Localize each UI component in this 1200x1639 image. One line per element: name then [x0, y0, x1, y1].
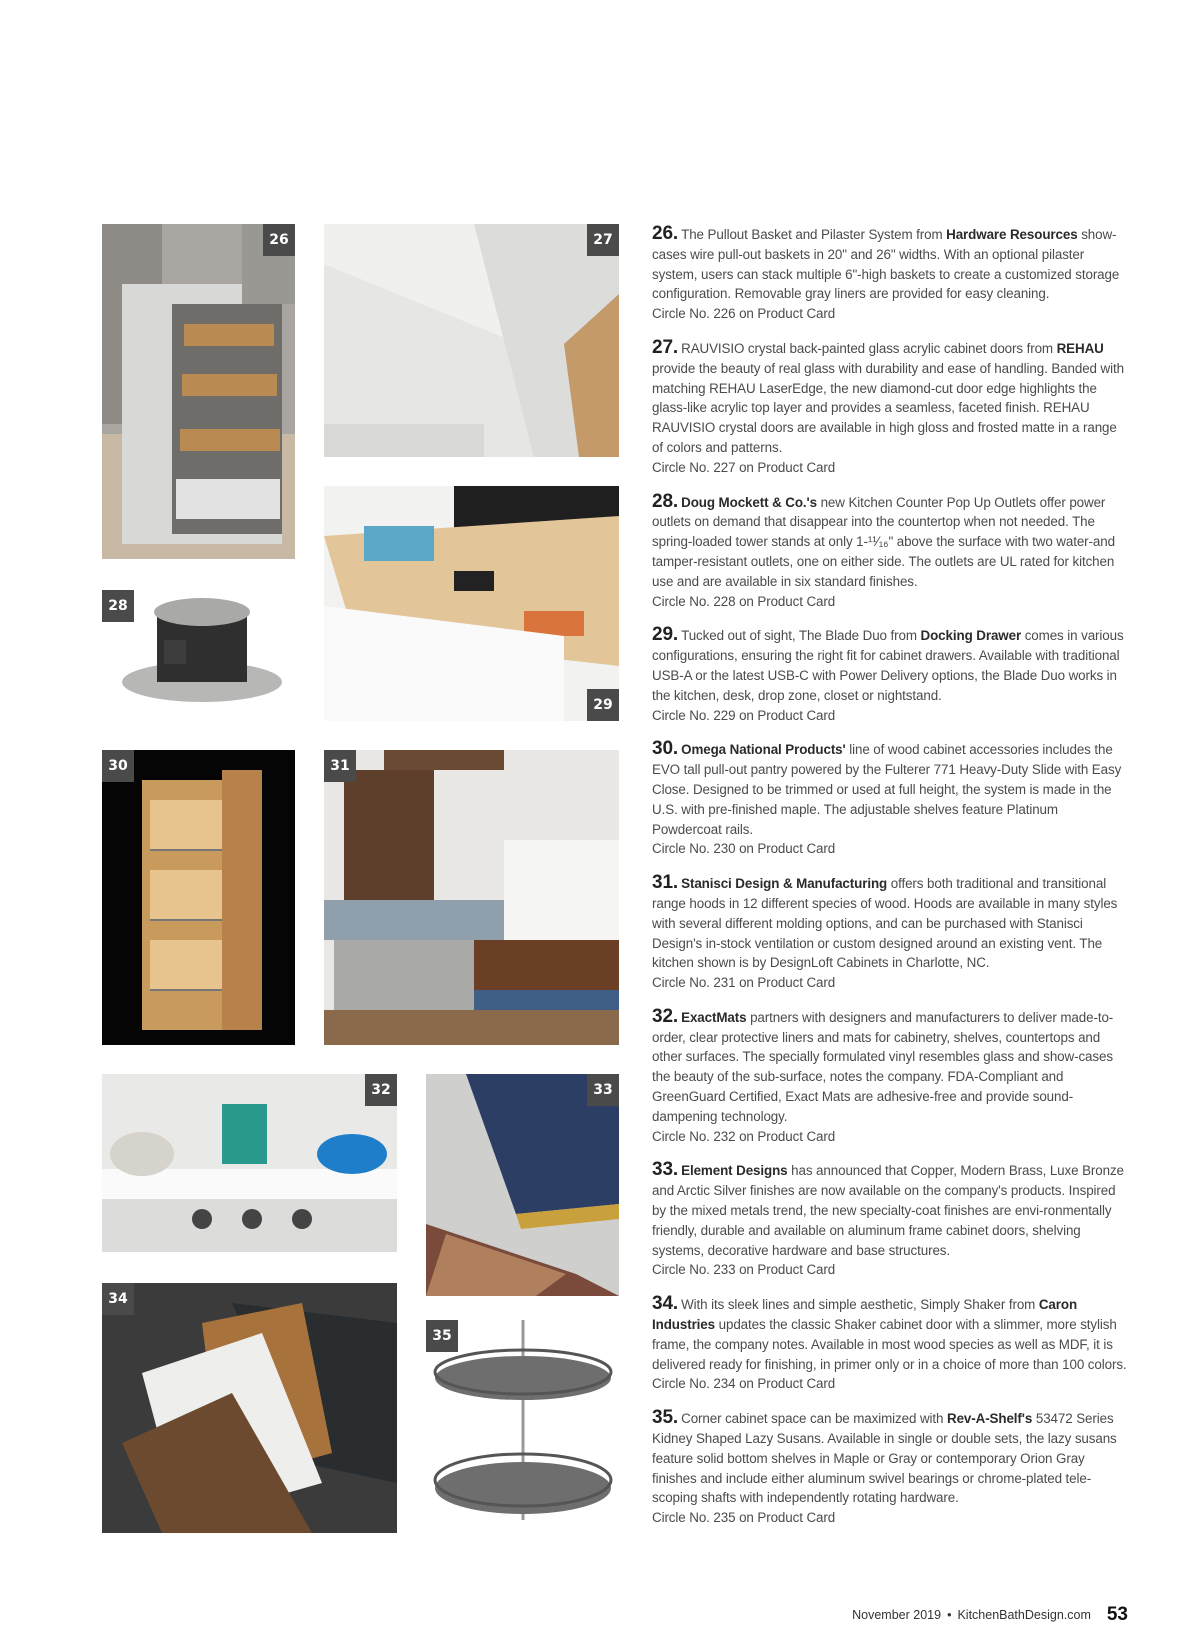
- badge-33: 33: [587, 1074, 619, 1106]
- entry-33: 33. Element Designs has announced that Copper, Modern Brass, Luxe Bronze and Arctic Silver finishes are now available on the company's products. Inspired by the mixed metals trend, the new specialty-coat finishes are envi-ronmentally friendly, durable and available on aluminum frame cabinet doors, shelving systems, decorative hardware and base structures. Circle No. 233 on Product Card: [652, 1160, 1130, 1280]
- photo-35-lazy-susan: [426, 1320, 619, 1535]
- page-number: 53: [1106, 1604, 1128, 1625]
- entry-number: 32.: [652, 1005, 679, 1027]
- entry-number: 26.: [652, 223, 679, 244]
- website-link[interactable]: KitchenBathDesign.com: [957, 1608, 1091, 1622]
- circle-number: Circle No. 232 on Product Card: [652, 1128, 836, 1144]
- photo-33-metal-finishes: [426, 1074, 619, 1296]
- brand-name: ExactMats: [681, 1009, 747, 1025]
- badge-32: 32: [365, 1074, 397, 1106]
- circle-number: Circle No. 231 on Product Card: [652, 975, 836, 991]
- entry-34: 34. With its sleek lines and simple aesthetic, Simply Shaker from Caron Industries updates the classic Shaker cabinet door with a slimmer, more stylish frame, the company notes. Available in most wood species as well as MDF, it is delivered ready for finishing, in primer only or in a choice of more than 100 colors. Circle No. 234 on Product Card: [652, 1294, 1130, 1394]
- circle-number: Circle No. 227 on Product Card: [652, 459, 836, 475]
- circle-number: Circle No. 226 on Product Card: [652, 306, 836, 322]
- badge-26: 26: [263, 224, 295, 256]
- entry-29: 29. Tucked out of sight, The Blade Duo from Docking Drawer comes in various configurations, ensuring the right fit for cabinet drawers. Available with traditional USB-A or the latest USB-C with Power Delivery options, the Blade Duo works in the kitchen, desk, drop zone, closet or nightstand. Circle No. 229 on Product Card: [652, 625, 1130, 725]
- entry-31: 31. Stanisci Design & Manufacturing offers both traditional and transitional range hoods in 12 different species of wood. Hoods are available in many styles with several different molding options, and can be purchased with Stanisci Design's in-stock ventilation or custom designed around an existing vent. The kitchen shown is by DesignLoft Cabinets in Charlotte, NC. Circle No. 231 on Product Card: [652, 873, 1130, 993]
- brand-name: Doug Mockett & Co.'s: [681, 494, 817, 510]
- brand-name: Caron Industries: [652, 1297, 1078, 1333]
- circle-number: Circle No. 235 on Product Card: [652, 1510, 836, 1526]
- brand-name: Stanisci Design & Manufacturing: [681, 876, 888, 892]
- badge-30: 30: [102, 750, 134, 782]
- brand-name: Element Designs: [681, 1163, 788, 1179]
- badge-34: 34: [102, 1283, 134, 1315]
- entry-number: 34.: [652, 1293, 679, 1315]
- badge-35: 35: [426, 1320, 458, 1352]
- entry-35: 35. Corner cabinet space can be maximized with Rev-A-Shelf's 53472 Series Kidney Shaped Lazy Susans. Available in single or double sets, the lazy susans feature solid bottom shelves in Maple or Gray or contemporary Orion Gray finishes and include either aluminum swivel bearings or chrome-plated tele-scoping shafts with independently rotating hardware. Circle No. 235 on Product Card: [652, 1408, 1130, 1528]
- brand-name: Omega National Products': [681, 742, 846, 758]
- circle-number: Circle No. 229 on Product Card: [652, 707, 836, 723]
- badge-27: 27: [587, 224, 619, 256]
- brand-name: Docking Drawer: [920, 628, 1022, 644]
- entry-number: 29.: [652, 624, 679, 646]
- photo-29-docking-drawer: [324, 486, 619, 721]
- photo-30-pantry-pullout: [102, 750, 295, 1045]
- entry-26: 26. The Pullout Basket and Pilaster System from Hardware Resources show-cases wire pull-out baskets in 20" and 26" widths. With an optional pilaster system, users can stack multiple 6"-high baskets to create a customized storage configuration. Removable gray liners are provided for easy cleaning. Circle No. 226 on Product Card: [652, 224, 1130, 324]
- badge-28: 28: [102, 590, 134, 622]
- page-footer: [852, 1604, 1128, 1626]
- photo-34-shaker-doors: [102, 1283, 397, 1533]
- photo-26-pullout-basket: [102, 224, 295, 559]
- entry-27: 27. RAUVISIO crystal back-painted glass acrylic cabinet doors from REHAU provide the beauty of real glass with durability and ease of handling. Banded with matching REHAU LaserEdge, the new diamond-cut door edge highlights the glass-like acrylic top layer and provides a seamless, faceted finish. REHAU RAUVISIO crystal doors are available in high gloss and frosted matte in a range of colors and patterns. Circle No. 227 on Product Card: [652, 338, 1130, 478]
- brand-name: Rev-A-Shelf's: [947, 1411, 1033, 1427]
- badge-29: 29: [587, 689, 619, 721]
- circle-number: Circle No. 233 on Product Card: [652, 1262, 836, 1278]
- circle-number: Circle No. 234 on Product Card: [652, 1376, 836, 1392]
- entry-number: 30.: [652, 738, 679, 760]
- entry-number: 33.: [652, 1159, 679, 1181]
- issue-date: November 2019: [852, 1608, 942, 1622]
- entry-number: 35.: [652, 1407, 679, 1429]
- brand-name: Hardware Resources: [946, 227, 1078, 242]
- entry-32: 32. ExactMats partners with designers and manufacturers to deliver made-to-order, clear protective liners and mats for cabinetry, shelves, countertops and other surfaces. The specially formulated vinyl resembles glass and show-cases the beauty of the sub-surface, notes the company. FDA-Compliant and GreenGuard Certified, Exact Mats are adhesive-free and provide sound-dampening technology. Circle No. 232 on Product Card: [652, 1007, 1130, 1147]
- circle-number: Circle No. 228 on Product Card: [652, 593, 836, 609]
- entry-28: 28. Doug Mockett & Co.'s new Kitchen Counter Pop Up Outlets offer power outlets on demand that disappear into the countertop when not needed. The spring-loaded tower stands at only 1-¹¹⁄₁₆" above the surface with two water-and tamper-resistant outlets, one on either side. The outlets are UL rated for kitchen use and are available in six standard finishes. Circle No. 228 on Product Card: [652, 492, 1130, 612]
- circle-number: Circle No. 230 on Product Card: [652, 841, 836, 857]
- photo-32-shelf-mats: [102, 1074, 397, 1252]
- photo-31-range-hood-kitchen: [324, 750, 619, 1045]
- brand-name: REHAU: [1056, 340, 1104, 356]
- entry-number: 27.: [652, 336, 679, 358]
- entry-number: 31.: [652, 872, 679, 894]
- photo-27-glass-doors: [324, 224, 619, 457]
- photo-28-popup-outlet: [102, 590, 295, 710]
- entry-number: 28.: [652, 490, 679, 512]
- product-descriptions: [652, 224, 1130, 1542]
- entry-30: 30. Omega National Products' line of wood cabinet accessories includes the EVO tall pull-out pantry powered by the Fulterer 771 Heavy-Duty Slide with Easy Close. Designed to be trimmed or used at full height, the system is made in the U.S. with pre-finished maple. The adjustable shelves feature Platinum Powdercoat rails. Circle No. 230 on Product Card: [652, 739, 1130, 859]
- badge-31: 31: [324, 750, 356, 782]
- footer-separator: •: [947, 1608, 952, 1622]
